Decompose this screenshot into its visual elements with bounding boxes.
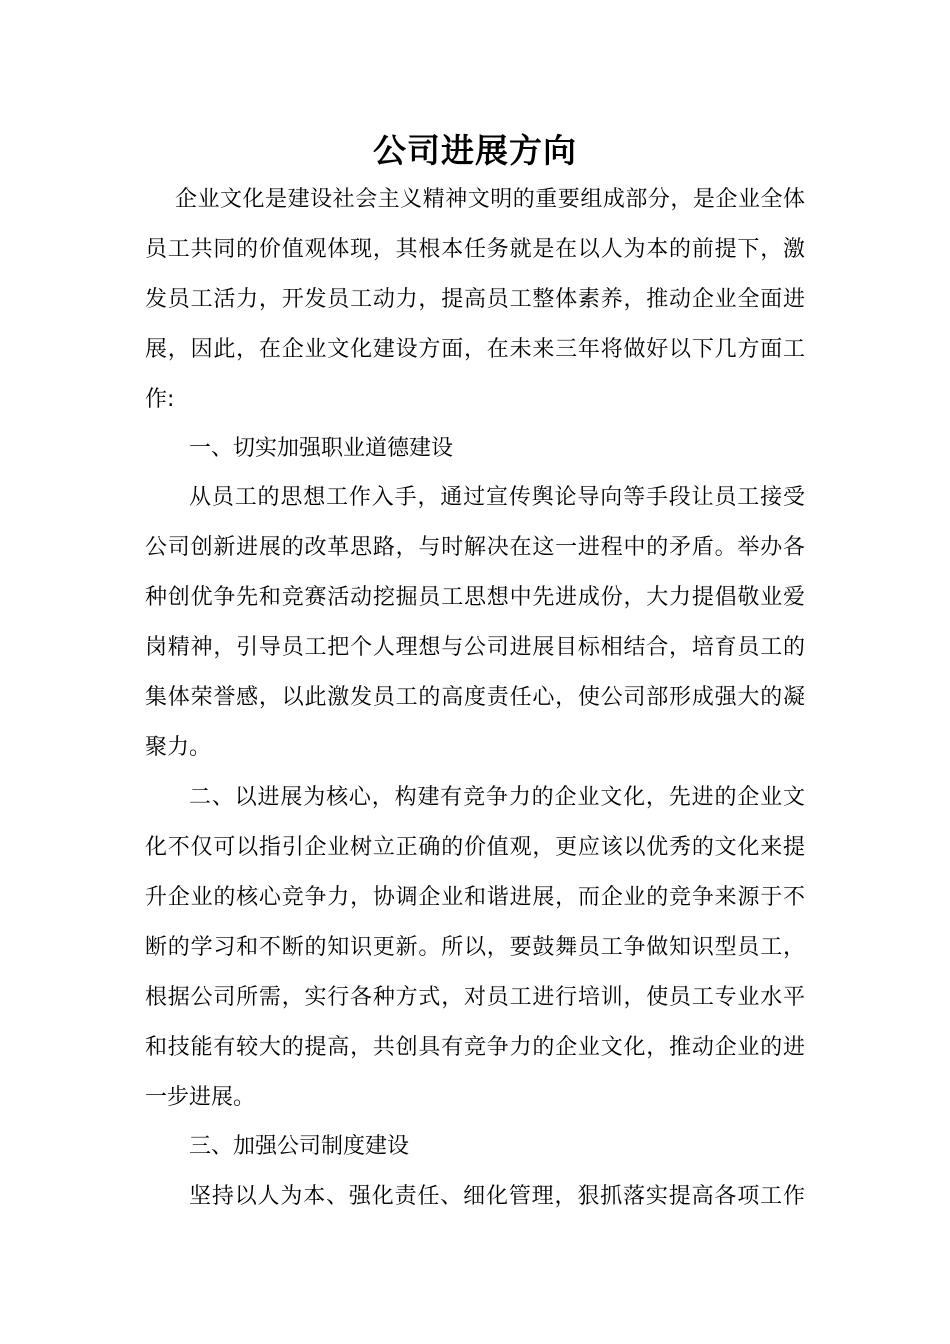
- paragraph-line: 根据公司所需，实行各种方式，对员工进行培训，使员工专业水平: [145, 985, 805, 1010]
- section-heading: 三、加强公司制度建设: [189, 1134, 410, 1159]
- paragraph-line: 二、以进展为核心，构建有竞争力的企业文化，先进的企业文: [189, 785, 805, 810]
- paragraph-line: 集体荣誉感，以此激发员工的高度责任心，使公司部形成强大的凝: [145, 685, 805, 710]
- paragraph-line: 断的学习和不断的知识更新。所以，要鼓舞员工争做知识型员工，: [145, 935, 805, 960]
- paragraph-line: 化不仅可以指引企业树立正确的价值观，更应该以优秀的文化来提: [145, 835, 805, 860]
- paragraph-line: 种创优争先和竞赛活动挖掘员工思想中先进成份，大力提倡敬业爱: [145, 585, 805, 610]
- paragraph-line: 企业文化是建设社会主义精神文明的重要组成部分，是企业全体: [175, 187, 805, 212]
- paragraph-line: 公司创新进展的改革思路，与时解决在这一进程中的矛盾。举办各: [145, 535, 805, 560]
- paragraph-line: 坚持以人为本、强化责任、细化管理，狠抓落实提高各项工作: [189, 1184, 805, 1209]
- paragraph-line: 升企业的核心竞争力，协调企业和谐进展，而企业的竞争来源于不: [145, 885, 805, 910]
- paragraph-line: 聚力。: [145, 735, 212, 760]
- paragraph-line: 发员工活力，开发员工动力，提高员工整体素养，推动企业全面进: [145, 287, 805, 312]
- document-title: 公司进展方向: [373, 131, 577, 170]
- paragraph-line: 员工共同的价值观体现，其根本任务就是在以人为本的前提下，激: [145, 237, 805, 262]
- paragraph-line: 展，因此，在企业文化建设方面，在未来三年将做好以下几方面工: [145, 337, 805, 362]
- paragraph-line: 一步进展。: [145, 1085, 256, 1110]
- paragraph-line: 作:: [145, 387, 175, 412]
- paragraph-line: 从员工的思想工作入手，通过宣传舆论导向等手段让员工接受: [189, 485, 805, 510]
- paragraph-line: 岗精神，引导员工把个人理想与公司进展目标相结合，培育员工的: [145, 635, 805, 660]
- section-heading: 一、切实加强职业道德建设: [189, 436, 454, 461]
- paragraph-line: 和技能有较大的提高，共创具有竞争力的企业文化，推动企业的进: [145, 1035, 805, 1060]
